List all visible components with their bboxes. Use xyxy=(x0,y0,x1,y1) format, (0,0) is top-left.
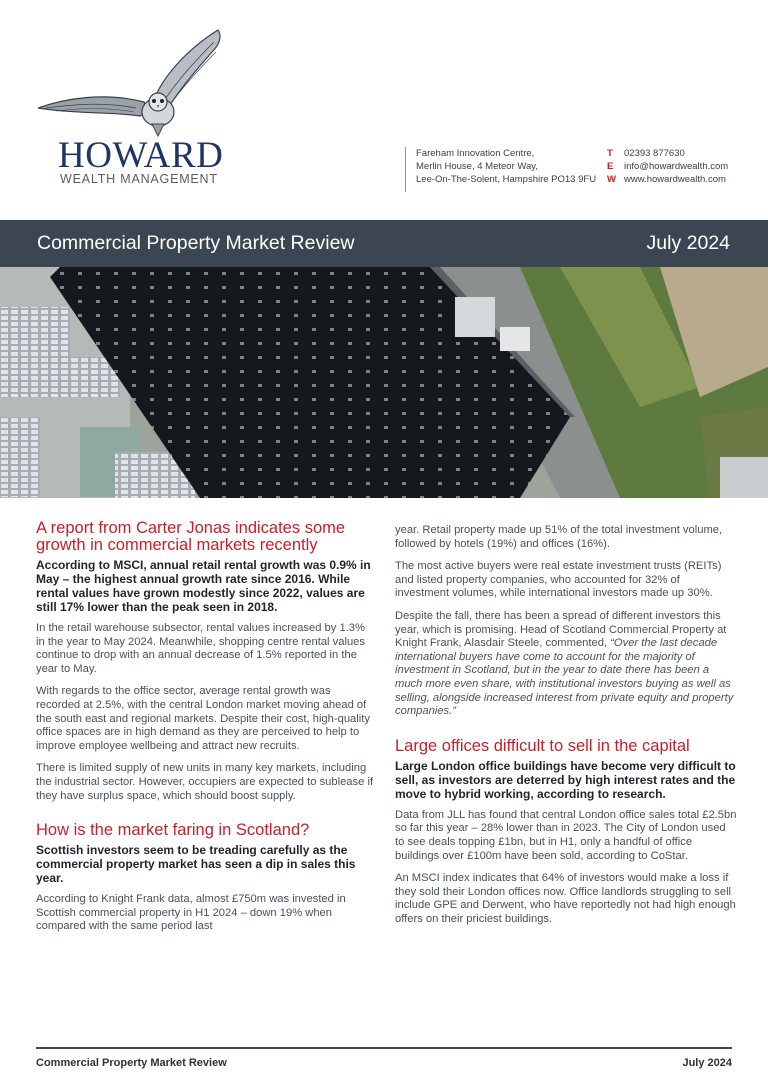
section-heading: Large offices difficult to sell in the capital xyxy=(395,736,690,755)
lead-paragraph: Scottish investors seem to be treading carefully as the commercial property market has seen a dip in sales this year. xyxy=(36,843,356,886)
website-key: W xyxy=(607,174,616,185)
title-bar xyxy=(0,220,768,267)
page-title: Commercial Property Market Review xyxy=(37,232,355,254)
body-paragraph: In the retail warehouse subsector, rental values increased by 1.3% in the year to May 2024. Meanwhile, shopping centre rental values continue to drop with an annual decrease of 1.5% reported in the year to May. xyxy=(36,622,365,675)
body-paragraph: There is limited supply of new units in many key markets, including the industrial sector. However, occupiers are expected to sublease if they have surplus space, which should boost supply. xyxy=(36,762,374,802)
address-block xyxy=(405,147,596,192)
footer-divider xyxy=(36,1047,732,1049)
email-row xyxy=(607,160,728,173)
body-paragraph: According to Knight Frank data, almost £750m was invested in Scottish commercial property in H1 2024 – down 19% when compared with the same period last xyxy=(36,893,346,933)
issue-date: July 2024 xyxy=(646,232,730,254)
right-column xyxy=(395,524,737,935)
body-paragraph: With regards to the office sector, average rental growth was recorded at 2.5%, with the central London market moving ahead of the south east and regional markets. Despite their cost, high-quality office spaces are in high demand as they are perceived to help to improve employee wellbeing and attract new recruits. xyxy=(36,685,370,752)
hero-image xyxy=(0,267,768,498)
aerial-warehouse-image xyxy=(0,267,768,498)
phone-key: T xyxy=(607,148,613,159)
email-value[interactable]: info@howardwealth.com xyxy=(624,161,729,172)
phone-value[interactable]: 02393 877630 xyxy=(624,148,685,159)
brand-subtitle: WEALTH MANAGEMENT xyxy=(60,172,218,186)
body-paragraph: year. Retail property made up 51% of the total investment volume, followed by hotels (19%) and offices (16%). xyxy=(395,524,723,550)
footer-title: Commercial Property Market Review xyxy=(36,1057,227,1069)
quote-paragraph xyxy=(395,610,737,719)
address-line: Lee-On-The-Solent, Hampshire PO13 9FU xyxy=(416,174,597,185)
brand-name: HOWARD xyxy=(58,135,224,176)
website-value[interactable]: www.howardwealth.com xyxy=(624,174,726,185)
phone-row xyxy=(607,147,728,160)
lead-paragraph: According to MSCI, annual retail rental growth was 0.9% in May – the highest annual growth rate since 2016. While rental values have grown modestly since 2022, values are still 17% lower than the peak seen in 2018. xyxy=(36,558,371,614)
left-column xyxy=(36,520,376,943)
email-key: E xyxy=(607,161,614,172)
section-heading: How is the market faring in Scotland? xyxy=(36,821,310,840)
address-line: Merlin House, 4 Meteor Way, xyxy=(416,161,538,172)
website-row xyxy=(607,173,728,186)
body-paragraph: An MSCI index indicates that 64% of investors would make a loss if they sold their London offices now. Office landlords struggling to sell include GPE and Derwent, who have reportedly not had high enough offers on their priciest buildings. xyxy=(395,872,736,925)
body-paragraph: The most active buyers were real estate investment trusts (REITs) and listed property companies, who accounted for 32% of investment volumes, while international investors made up 30%. xyxy=(395,560,722,600)
contact-details xyxy=(607,147,728,186)
lead-paragraph: Large London office buildings have become very difficult to sell, as investors are deterred by high interest rates and the move to hybrid working, according to research. xyxy=(395,758,736,801)
quote-intro: Despite the fall, there has been a spread of different investors this year, which is promising. Head of Scotland Commercial Property at Knight Frank, Alasdair Steele, commented, xyxy=(395,609,727,650)
company-logo xyxy=(36,28,236,188)
footer-date: July 2024 xyxy=(682,1057,732,1069)
body-paragraph: Data from JLL has found that central London office sales total £2.5bn so far this year – 28% lower than in 2023. The City of London used to see deals topping £1bn, but in H1, only a handful of office buildings over £100m have been sold, according to CoStar. xyxy=(395,808,737,862)
section-heading: A report from Carter Jonas indicates some growth in commercial markets recently xyxy=(36,519,346,554)
address-line: Fareham Innovation Centre, xyxy=(416,148,535,159)
quote-text: “Over the last decade international buyers have come to account for the majority of investment in Scotland, but in the year to date there has been a much more even share, with institutional investors buying as well as selling, alongside increased interest from private equity and property companies.” xyxy=(395,637,734,718)
owl-icon xyxy=(36,28,236,138)
